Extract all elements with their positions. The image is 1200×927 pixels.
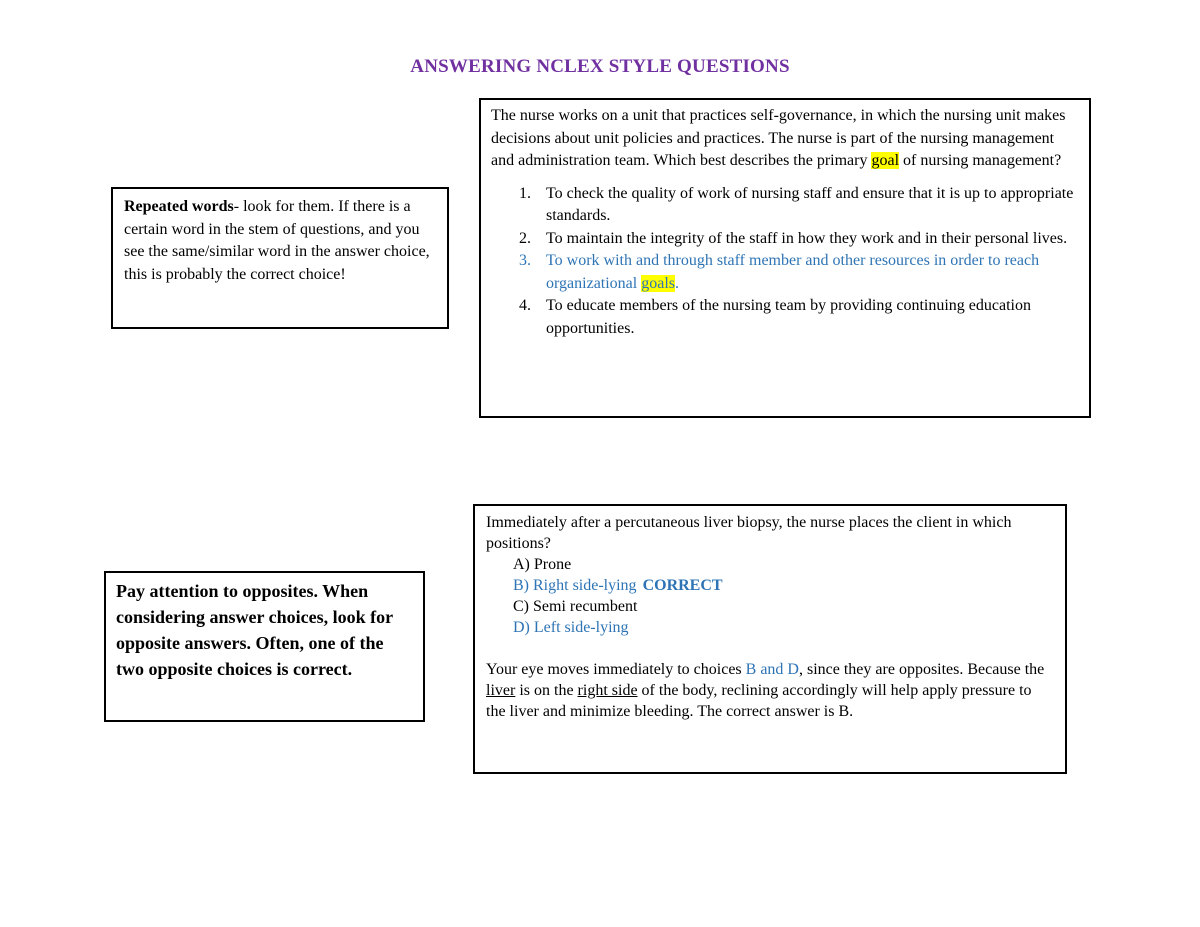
page-title: ANSWERING NCLEX STYLE QUESTIONS <box>410 56 790 77</box>
explanation-choices-ref: B and D <box>745 661 799 678</box>
goal-answer-text: To work with and through staff member and other resources in order to reach organizational <box>546 252 1040 292</box>
goal-stem-before: The nurse works on a unit that practices self-governance, in which the nursing unit makes decisions about unit policies and practices. The nurse is part of the nursing management and administration team. Which best describes the primary <box>491 107 1066 169</box>
liver-choice-d: D) Left side-lying <box>513 619 629 636</box>
liver-explanation <box>486 659 1055 722</box>
goal-answer-highlight: goals <box>641 274 676 292</box>
correct-tag: CORRECT <box>642 577 723 594</box>
goal-answer-number: 4. <box>519 297 531 314</box>
tip-opposites-heading: Pay attention to opposites. <box>116 581 318 601</box>
goal-answer-text: To educate members of the nursing team by providing continuing education opportunities. <box>546 297 1031 337</box>
goal-answer-number: 2. <box>519 229 531 247</box>
explanation-part-3: is on the <box>515 682 578 699</box>
goal-stem-after: of nursing management? <box>899 152 1062 169</box>
example-liver-biopsy-box <box>473 504 1067 774</box>
goal-answer-number: 3. <box>519 252 531 269</box>
goal-answer-item <box>491 295 1079 340</box>
example-goal-question-box <box>479 98 1091 418</box>
goal-answer-number: 1. <box>519 184 531 202</box>
goal-answer-item-correct <box>491 250 1079 295</box>
explanation-right-side-underlined: right side <box>577 682 638 699</box>
goal-answer-list <box>491 183 1079 341</box>
goal-answer-text-after: . <box>675 274 680 292</box>
explanation-part-1: Your eye moves immediately to choices <box>486 661 746 678</box>
tip-opposites-box <box>104 571 425 722</box>
liver-choice-b-label: B) Right side-lying <box>513 577 637 594</box>
goal-answer-item <box>491 228 1079 251</box>
tip-repeated-text: - look for them. If there is a certain word in the stem of questions, and you see the same/similar word in the answer choice, this is probably the correct choice! <box>124 198 430 283</box>
explanation-part-4: of the body, reclining accordingly will help apply pressure to the liver and minimize bleeding. The correct answer is B. <box>486 682 1032 720</box>
goal-question-stem <box>491 105 1079 173</box>
goal-answer-item <box>491 183 1079 228</box>
liver-choice-c: C) Semi recumbent <box>513 598 638 615</box>
explanation-liver-underlined: liver <box>486 682 516 699</box>
goal-answer-text: To maintain the integrity of the staff in how they work and in their personal lives. <box>546 229 1068 247</box>
spacer <box>486 638 1055 659</box>
tip-repeated-words-box <box>111 187 449 329</box>
explanation-part-2: , since they are opposites. Because the <box>798 661 1045 678</box>
tip-repeated-heading: Repeated words <box>124 198 234 215</box>
tip-opposites-text: When considering answer choices, look for opposite answers. Often, one of the two opposite choices is correct. <box>116 581 393 679</box>
goal-stem-highlight: goal <box>871 152 900 169</box>
liver-question-stem: Immediately after a percutaneous liver biopsy, the nurse places the client in which positions? <box>486 514 1012 552</box>
goal-answer-text: To check the quality of work of nursing staff and ensure that it is up to appropriate standards. <box>546 184 1074 224</box>
liver-choice-b <box>486 575 1055 596</box>
liver-choice-a: A) Prone <box>513 556 572 573</box>
